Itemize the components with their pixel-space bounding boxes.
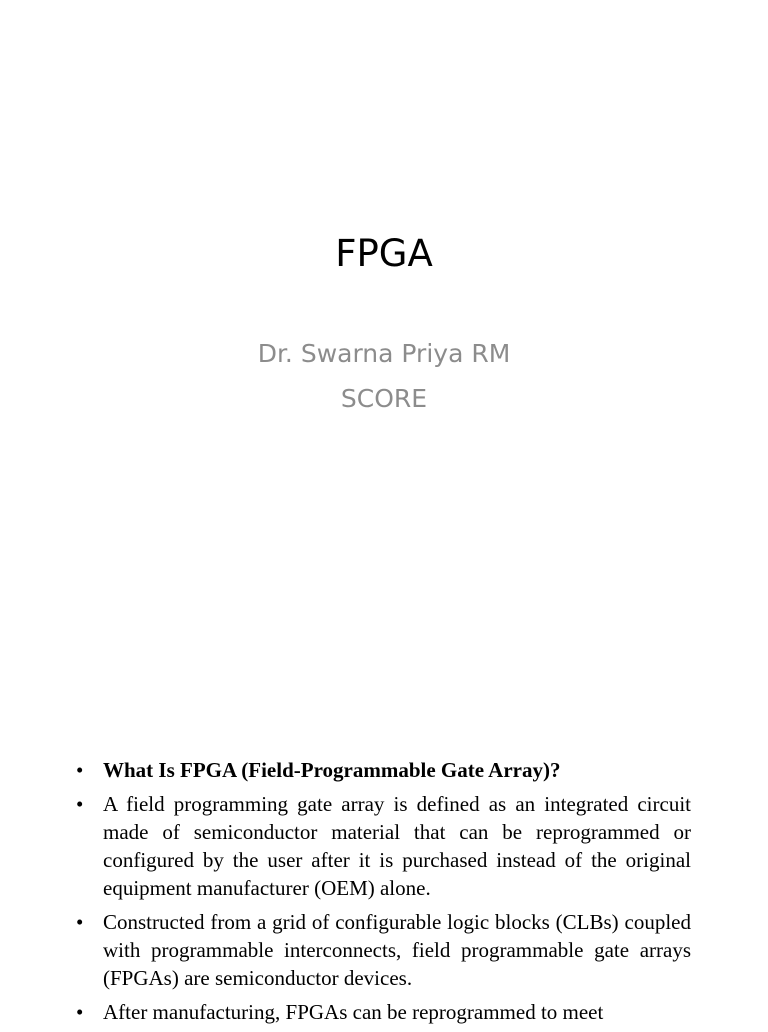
bullet-item: [76, 908, 691, 992]
bullet-text: A field programming gate array is defined as an integrated circuit made of semiconductor material that can be reprogrammed or configured by the user after it is purchased instead of the original equipment manufacturer (OEM) alone.: [103, 792, 691, 900]
slide-title: FPGA: [335, 232, 433, 275]
bullet-item: [76, 756, 691, 784]
content-slide: [0, 736, 768, 1024]
bullet-list: [76, 756, 691, 1032]
bullet-item: [76, 998, 691, 1026]
affiliation: SCORE: [340, 384, 428, 413]
bullet-text: What Is FPGA (Field-Programmable Gate Array)?: [103, 758, 561, 782]
bullet-dot-icon: •: [76, 910, 84, 934]
bullet-text: After manufacturing, FPGAs can be reprogrammed to meet: [103, 1000, 604, 1024]
bullet-dot-icon: •: [76, 792, 84, 816]
bullet-item: [76, 790, 691, 902]
bullet-dot-icon: •: [76, 758, 84, 782]
bullet-text: Constructed from a grid of configurable logic blocks (CLBs) coupled with programmable interconnects, field programmable gate arrays (FPGAs) are semiconductor devices.: [103, 910, 691, 990]
bullet-dot-icon: •: [76, 1000, 84, 1024]
author-name: Dr. Swarna Priya RM: [257, 339, 511, 368]
